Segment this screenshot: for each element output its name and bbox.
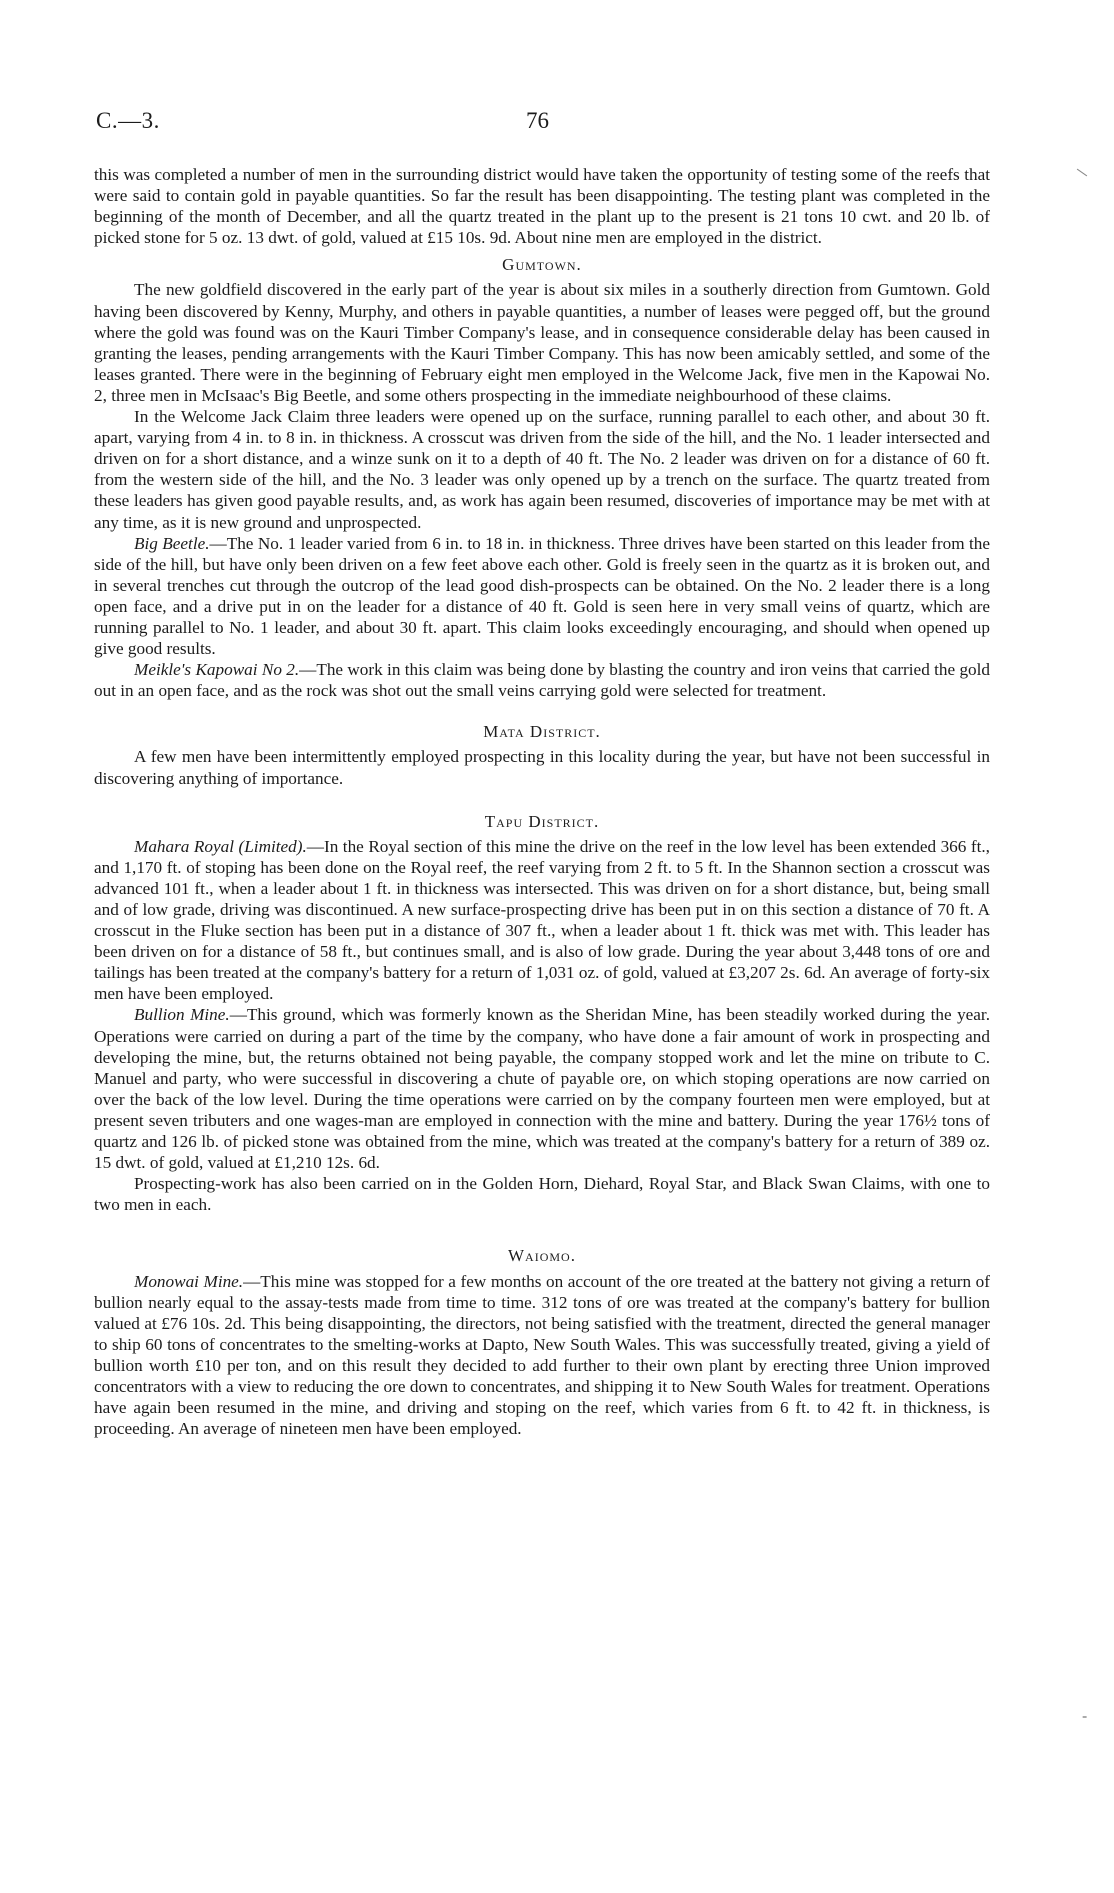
meikles-lead: Meikle's Kapowai No 2. xyxy=(134,660,300,680)
bullion-lead: Bullion Mine. xyxy=(134,1005,230,1025)
monowai-text: —This mine was stopped for a few months on account of the ore treated at the battery not giving a return of bullion nearly equal to the assay-tests made from time to time. 312 tons of ore was treated at the company's battery for bullion valued at £76 10s. 2d. This being disappointing, the directors, not being satisfied with the treatment, directed the general manager to ship 60 tons of concentrates to the smelting-works at Dapto, New South Wales. This was successfully treated, giving a yield of bullion worth £10 per ton, and on this result they decided to add further to their own plant by erecting three Union improved concentrators with a view to reducing the ore down to concentrates, and shipping it to New South Wales for treatment. Operations have again been resumed in the mine, and driving and stoping on the reef, which varies from 6 ft. to 42 ft. in thickness, is proceeding. An average of nineteen men have been employed. xyxy=(94,1271,990,1439)
tapu-paragraph-bullion xyxy=(94,1004,990,1173)
margin-mark: ⁼ xyxy=(1082,1714,1088,1725)
big-beetle-text: —The No. 1 leader varied from 6 in. to 18 in. in thickness. Three drives have been started on this leader from the side of the hill, but have only been driven on a few feet above each other. Gold is freely seen in the quartz as it is broken out, and in several trenches cut through the outcrop of the lead good dish-prospects can be obtained. On the No. 2 leader there is a long open face, and a drive put in on the leader for a distance of 40 ft. Gold is seen here in very small veins of quartz, which are running parallel to No. 1 leader, and about 30 ft. apart. This claim looks exceedingly encouraging, and should when opened up give good results. xyxy=(94,533,990,659)
mata-paragraph: A few men have been intermittently employed prospecting in this locality during the year, but have not been successful in discovering anything of importance. xyxy=(94,747,990,788)
margin-mark xyxy=(1077,169,1087,177)
gumtown-paragraph-big-beetle xyxy=(94,533,990,660)
tapu-paragraph-mahara xyxy=(94,836,990,1005)
section-heading-mata: Mata District. xyxy=(483,722,601,742)
tapu-paragraph-prospecting: Prospecting-work has also been carried on in the Golden Horn, Diehard, Royal Star, and Black Swan Claims, with one to two men in each. xyxy=(94,1174,990,1215)
monowai-lead: Monowai Mine. xyxy=(134,1271,244,1291)
meikles-text: —The work in this claim was being done by blasting the country and iron veins that carried the gold out in an open face, and as the rock was shot out the small veins carrying gold were selected for treatment. xyxy=(94,660,991,701)
page-number: 76 xyxy=(526,108,549,133)
section-heading-waiomo: Waiomo. xyxy=(508,1246,576,1266)
bullion-text: —This ground, which was formerly known as the Sheridan Mine, has been steadily worked during the year. Operations were carried on during a part of the time by the company, who have done a fair amount of work in prospecting and developing the mine, but, the returns obtained not being payable, the company stopped work and let the mine on tribute to C. Manuel and party, who were successful in discovering a chute of payable ore, on which stoping operations are now carried on over the back of the low level. During the time operations were carried on by the company fourteen men were employed, but at present seven tributers and one wages-man are employed in connection with the mine and battery. During the year 176½ tons of quartz and 126 lb. of picked stone was obtained from the mine, which was treated at the company's battery for a return of 389 oz. 15 dwt. of gold, valued at £1,210 12s. 6d. xyxy=(94,1005,990,1173)
document-body xyxy=(94,164,990,1439)
gumtown-paragraph-1: The new goldfield discovered in the early part of the year is about six miles in a southerly direction from Gumtown. Gold having been discovered by Kenny, Murphy, and others in payable quantities, a number of leases were pegged off, but the ground where the gold was found was on the Kauri Timber Company's lease, and in consequence considerable delay has been caused in granting the leases, pending arrangements with the Kauri Timber Company. This has now been amicably settled, and some of the leases granted. There were in the beginning of February eight men employed in the Welcome Jack, five men in the Kapowai No. 2, three men in McIsaac's Big Beetle, and some others prospecting in the immediate neighbourhood of these claims. xyxy=(94,280,990,405)
document-reference: C.—3. xyxy=(96,108,160,133)
section-heading-gumtown: Gumtown. xyxy=(502,255,582,275)
gumtown-paragraph-2: In the Welcome Jack Claim three leaders were opened up on the surface, running parallel to each other, and about 30 ft. apart, varying from 4 in. to 8 in. in thickness. A crosscut was driven from the side of the hill, and the No. 1 leader intersected and driven on for a short distance, and a winze sunk on it to a depth of 40 ft. The No. 2 leader was driven on for a distance of 60 ft. from the western side of the hill, and the No. 3 leader was only opened up by a trench on the surface. The quartz treated from these leaders has given good payable results, and, as work has again been resumed, discoveries of importance may be met with at any time, as it is new ground and unprospected. xyxy=(94,407,990,532)
waiomo-paragraph-monowai xyxy=(94,1271,990,1440)
big-beetle-lead: Big Beetle. xyxy=(134,533,210,553)
section-heading-tapu: Tapu District. xyxy=(484,811,600,831)
mahara-text: —In the Royal section of this mine the drive on the reef in the low level has been extended 366 ft., and 1,170 ft. of stoping has been done on the Royal reef, the reef varying from 2 ft. to 5 ft. In the Shannon section a crosscut was advanced 101 ft., when a leader about 1 ft. in thickness was intersected. This was driven on for a short distance, but, being small and of low grade, driving was discontinued. A new surface-prospecting drive has been put in on this section a distance of 70 ft. A crosscut in the Fluke section has been put in a distance of 307 ft., when a leader about 1 ft. thick was met with. This leader has been driven on for a distance of 58 ft., but continues small, and is also of low grade. During the year about 3,448 tons of ore and tailings has been treated at the company's battery for a return of 1,031 oz. of gold, valued at £3,207 2s. 6d. An average of forty-six men have been employed. xyxy=(94,836,990,1004)
intro-paragraph: this was completed a number of men in the surrounding district would have taken the opportunity of testing some of the reefs that were said to contain gold in payable quantities. So far the result has been disappointing. The testing plant was completed in the beginning of the month of December, and all the quartz treated in the plant up to the present is 21 tons 10 cwt. and 20 lb. of picked stone for 5 oz. 13 dwt. of gold, valued at £15 10s. 9d. About nine men are employed in the district. xyxy=(94,165,990,248)
mahara-lead: Mahara Royal (Limited). xyxy=(134,836,307,856)
gumtown-paragraph-meikles xyxy=(94,659,990,701)
